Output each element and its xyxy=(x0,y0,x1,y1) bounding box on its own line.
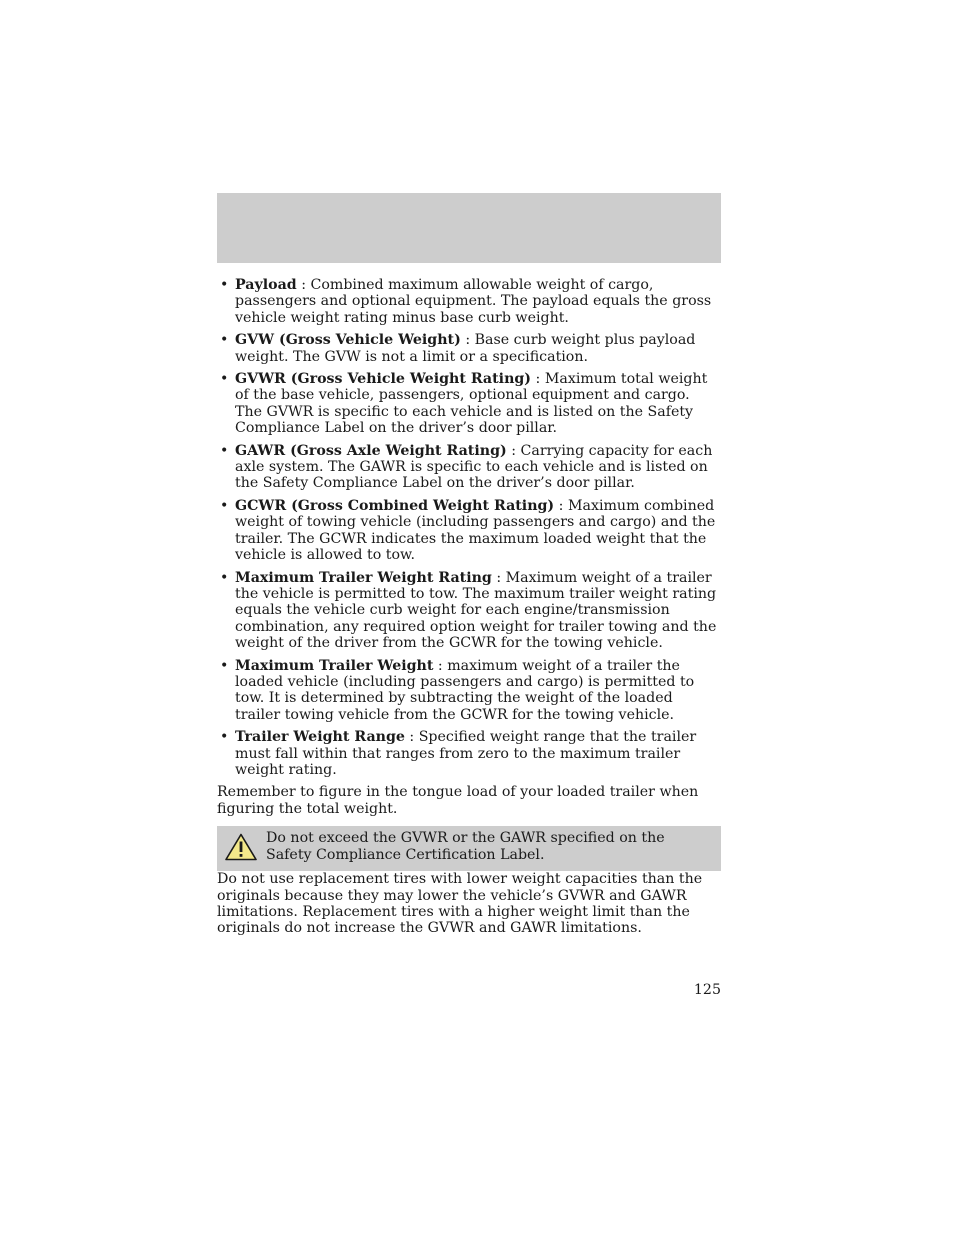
bullet: • xyxy=(220,657,229,674)
bullet: • xyxy=(220,569,229,586)
definition-text: : Combined maximum allowable weight of cargo, passengers and optional equipment. The payload equals the gross vehicle weight rating minus base curb weight. xyxy=(235,277,712,326)
warning-box xyxy=(217,826,721,871)
definition-item xyxy=(217,729,721,778)
definition-item xyxy=(217,658,721,724)
page-number: 125 xyxy=(693,982,721,998)
definition-text: : Carrying capacity for each axle system. The GAWR is specific to each vehicle and is listed on the Safety Compliance Label on the driver’s door pillar. xyxy=(235,442,713,492)
tires-paragraph: Do not use replacement tires with lower weight capacities than the originals because they may lower the vehicle’s GVWR and GAWR limitations. Replacement tires with a higher weight limit than the originals do not increase the GVWR and GAWR limitations. xyxy=(217,871,703,937)
definition-list xyxy=(217,277,721,778)
warning-text: Do not exceed the GVWR or the GAWR specified on the Safety Compliance Certification Label. xyxy=(266,830,665,863)
definition-text: : maximum weight of a trailer the loaded vehicle (including passengers and cargo) is permitted to tow. It is determined by subtracting the weight of the loaded trailer towing vehicle from the GCWR for the towing vehicle. xyxy=(235,657,695,723)
definition-item xyxy=(217,277,721,326)
bullet: • xyxy=(220,497,229,514)
definition-text: : Maximum total weight of the base vehicle, passengers, optional equipment and cargo. The GVWR is specific to each vehicle and is listed on the Safety Compliance Label on the driver’s door pillar. xyxy=(235,371,708,437)
definition-text: : Maximum weight of a trailer the vehicle is permitted to tow. The maximum trailer weight rating equals the vehicle curb weight for each engine/transmission combination, any required option weight for trailer towing and the weight of the driver from the GCWR for the towing vehicle. xyxy=(235,569,717,652)
definition-item xyxy=(217,498,721,564)
definition-term: Payload xyxy=(235,277,297,293)
definition-term: Maximum Trailer Weight xyxy=(235,657,434,674)
definition-text: : Specified weight range that the trailer must fall within that ranges from zero to the maximum trailer weight rating. xyxy=(235,729,697,778)
warning-triangle-icon xyxy=(225,833,257,861)
remember-paragraph: Remember to figure in the tongue load of your loaded trailer when figuring the total weight. xyxy=(217,784,699,817)
bullet: • xyxy=(220,729,229,746)
definition-text: : Base curb weight plus payload weight. The GVW is not a limit or a specification. xyxy=(235,332,696,365)
definition-term: Trailer Weight Range xyxy=(235,729,405,746)
header-band xyxy=(217,193,721,263)
definition-item xyxy=(217,443,721,492)
definition-term: GAWR (Gross Axle Weight Rating) xyxy=(235,442,507,459)
definition-term: GCWR (Gross Combined Weight Rating) xyxy=(235,497,555,514)
definition-item xyxy=(217,371,721,437)
bullet: • xyxy=(220,332,229,349)
definition-item xyxy=(217,570,721,652)
definition-term: GVW (Gross Vehicle Weight) xyxy=(235,332,461,349)
bullet: • xyxy=(220,277,229,293)
definition-term: GVWR (Gross Vehicle Weight Rating) xyxy=(235,371,532,388)
page-content xyxy=(217,277,721,937)
definition-item xyxy=(217,332,721,365)
definition-text: : Maximum combined weight of towing vehicle (including passengers and cargo) and the trailer. The GCWR indicates the maximum loaded weight that the vehicle is allowed to tow. xyxy=(235,497,716,564)
definition-term: Maximum Trailer Weight Rating xyxy=(235,569,492,586)
bullet: • xyxy=(220,371,229,388)
bullet: • xyxy=(220,442,229,459)
